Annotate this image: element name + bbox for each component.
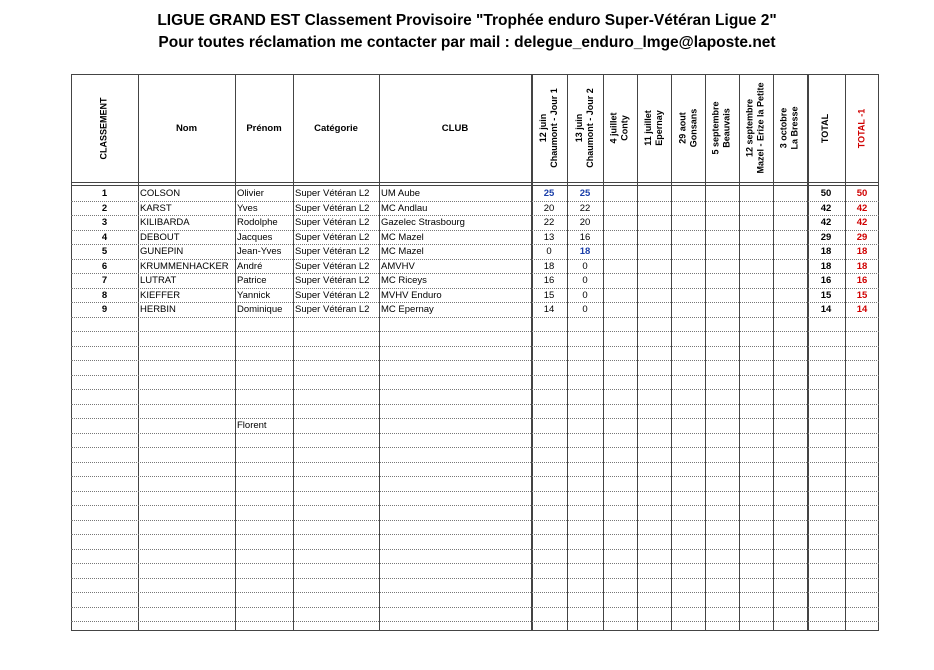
row-divider xyxy=(71,476,879,477)
column-header-nom: Nom xyxy=(175,122,198,134)
column-header-round-4-line: 11 juillet xyxy=(643,110,653,146)
row-divider xyxy=(71,346,879,347)
total-cell: 42 xyxy=(820,202,832,214)
categorie-cell: Super Vétéran L2 xyxy=(295,304,370,315)
round-2-score: 18 xyxy=(579,246,591,257)
nom-cell: HERBIN xyxy=(140,304,176,315)
total-minus-one-cell: 29 xyxy=(856,231,868,243)
club-cell: MC Andlau xyxy=(381,202,428,214)
column-header-prenom: Prénom xyxy=(246,122,282,134)
club-cell: MC Mazel xyxy=(381,231,424,243)
document-title: LIGUE GRAND EST Classement Provisoire "Trophée enduro Super-Vétéran Ligue 2" xyxy=(157,12,777,29)
column-header-round-6-label xyxy=(711,101,733,154)
column-header-round-1-label xyxy=(538,88,560,168)
column-header-round-4-line: Epernay xyxy=(654,110,664,146)
header-separator xyxy=(71,182,879,183)
column-header-round-4-label xyxy=(643,110,665,146)
club-cell: Gazelec Strasbourg xyxy=(381,217,465,228)
categorie-cell: Super Vétéran L2 xyxy=(295,188,370,199)
column-header-round-3-line: 4 juillet xyxy=(608,112,619,144)
total-cell: 50 xyxy=(820,188,832,199)
round-2-score: 0 xyxy=(582,275,588,286)
column-header-club: CLUB xyxy=(441,122,469,134)
round-1-score: 16 xyxy=(543,275,555,286)
total-cell: 16 xyxy=(820,275,832,286)
column-header-round-7-label xyxy=(745,82,767,173)
categorie-cell: Super Vétéran L2 xyxy=(295,217,370,228)
row-divider xyxy=(71,375,879,376)
column-header-round-2-line: Chaumont - Jour 2 xyxy=(585,88,596,168)
round-2-score: 16 xyxy=(579,231,591,243)
row-divider xyxy=(71,621,879,622)
column-header-round-4 xyxy=(637,74,671,182)
club-cell: MC Epernay xyxy=(381,304,434,315)
column-header-round-3 xyxy=(603,74,637,182)
column-header-round-8-label xyxy=(779,106,801,149)
total-minus-one-cell: 42 xyxy=(856,202,868,214)
contact-line: Pour toutes réclamation me contacter par mail : delegue_enduro_lmge@laposte.net xyxy=(158,34,776,51)
prenom-cell: Jacques xyxy=(237,231,273,243)
row-divider xyxy=(71,578,879,579)
column-header-round-2-line: 13 juin xyxy=(574,113,585,143)
club-cell: UM Aube xyxy=(381,188,421,199)
column-header-round-2-label xyxy=(574,88,596,168)
column-header-round-3-line: Conty xyxy=(619,115,630,141)
nom-cell: DEBOUT xyxy=(140,231,180,243)
round-2-score: 22 xyxy=(579,202,591,214)
column-header-round-1-line: Chaumont - Jour 1 xyxy=(549,88,560,168)
round-1-score: 15 xyxy=(543,289,555,301)
club-cell: MVHV Enduro xyxy=(381,289,442,301)
categorie-cell: Super Vétéran L2 xyxy=(295,289,370,301)
row-divider xyxy=(71,549,879,550)
total-cell: 18 xyxy=(820,260,832,272)
total-minus-one-cell: 18 xyxy=(856,260,868,272)
nom-cell: KIEFFER xyxy=(140,289,181,301)
categorie-cell: Super Vétéran L2 xyxy=(295,246,370,257)
rank-cell: 1 xyxy=(101,188,108,199)
nom-cell: KILIBARDA xyxy=(140,217,190,228)
total-cell: 42 xyxy=(820,217,832,228)
round-2-score: 20 xyxy=(579,217,591,228)
total-minus-one-cell: 50 xyxy=(856,188,868,199)
column-header-round-6 xyxy=(705,74,739,182)
prenom-cell: Rodolphe xyxy=(237,217,278,228)
round-1-score: 0 xyxy=(546,246,552,257)
rank-cell: 8 xyxy=(101,289,108,301)
column-header-round-1 xyxy=(531,74,567,182)
total-minus-one-cell: 16 xyxy=(856,275,868,286)
column-header-round-7-line: Mazel - Erize la Petite xyxy=(756,82,767,174)
categorie-cell: Super Vétéran L2 xyxy=(295,202,370,214)
round-1-score: 14 xyxy=(543,304,555,315)
rank-cell: 2 xyxy=(101,202,108,214)
rank-cell: 3 xyxy=(101,217,108,228)
categorie-cell: Super Vétéran L2 xyxy=(295,275,370,286)
nom-cell: KRUMMENHACKER xyxy=(140,260,229,272)
round-1-score: 13 xyxy=(543,231,555,243)
row-divider xyxy=(71,607,879,608)
rank-cell: 9 xyxy=(101,304,108,315)
column-header-classement xyxy=(71,74,138,182)
prenom-cell: Patrice xyxy=(237,275,267,286)
column-header-round-5-line: Gonsans xyxy=(688,108,699,148)
column-header-round-7 xyxy=(739,74,773,182)
rank-cell: 4 xyxy=(101,231,108,243)
prenom-cell: Olivier xyxy=(237,188,264,199)
round-2-score: 25 xyxy=(579,188,591,199)
row-divider xyxy=(71,404,879,405)
total-minus-one-cell: 15 xyxy=(856,289,868,301)
prenom-cell: Dominique xyxy=(237,304,283,315)
column-header-round-3-label xyxy=(609,112,631,143)
row-divider xyxy=(71,360,879,361)
column-header-round-1-line: 12 juin xyxy=(538,113,549,143)
prenom-cell: Jean-Yves xyxy=(237,246,282,257)
column-header-total xyxy=(807,74,845,182)
prenom-cell: André xyxy=(237,260,263,272)
row-divider xyxy=(71,491,879,492)
row-divider xyxy=(71,563,879,564)
column-header-round-5-line: 29 aout xyxy=(677,112,688,144)
round-2-score: 0 xyxy=(582,260,588,272)
row-divider xyxy=(71,505,879,506)
row-divider xyxy=(71,433,879,434)
column-header-total-minus-one-label xyxy=(857,108,868,148)
column-header-round-2 xyxy=(567,74,603,182)
column-header-total-minus-one xyxy=(845,74,879,182)
column-header-round-8-line: 3 octobre xyxy=(779,107,789,149)
row-divider xyxy=(71,520,879,521)
categorie-cell: Super Vétéran L2 xyxy=(295,231,370,243)
total-cell: 15 xyxy=(820,289,832,301)
column-header-classement-label xyxy=(99,97,110,159)
round-1-score: 22 xyxy=(543,217,555,228)
row-divider xyxy=(71,418,879,419)
prenom-cell: Yves xyxy=(237,202,258,214)
rank-cell: 7 xyxy=(101,275,108,286)
total-cell: 14 xyxy=(820,304,832,315)
total-minus-one-cell: 14 xyxy=(856,304,868,315)
standings-table xyxy=(71,74,879,631)
total-minus-one-cell: 42 xyxy=(856,217,868,228)
nom-cell: GUNEPIN xyxy=(140,246,184,257)
row-divider xyxy=(71,389,879,390)
column-header-total-minus-one-line: TOTAL -1 xyxy=(856,108,867,148)
rank-cell: 5 xyxy=(101,246,108,257)
rank-cell: 6 xyxy=(101,260,108,272)
club-cell: AMVHV xyxy=(381,260,415,272)
row-divider xyxy=(71,331,879,332)
prenom-cell: Yannick xyxy=(237,289,271,301)
club-cell: MC Riceys xyxy=(381,275,427,286)
total-cell: 29 xyxy=(820,231,832,243)
header-separator xyxy=(71,185,879,186)
column-header-round-6-line: 5 septembre xyxy=(711,101,721,155)
nom-cell: COLSON xyxy=(140,188,181,199)
column-header-round-8 xyxy=(773,74,807,182)
round-1-score: 18 xyxy=(543,260,555,272)
column-header-round-8-line: La Bresse xyxy=(790,106,800,150)
column-header-categorie: Catégorie xyxy=(314,122,358,134)
nom-cell: KARST xyxy=(140,202,172,214)
round-1-score: 25 xyxy=(543,188,555,199)
row-divider xyxy=(71,462,879,463)
column-header-total-line: TOTAL xyxy=(820,113,831,143)
column-header-classement-line: CLASSEMENT xyxy=(98,96,109,160)
column-header-round-5 xyxy=(671,74,705,182)
round-2-score: 0 xyxy=(582,304,588,315)
nom-cell: LUTRAT xyxy=(140,275,177,286)
club-cell: MC Mazel xyxy=(381,246,424,257)
stray-prenom-cell: Florent xyxy=(237,420,267,431)
categorie-cell: Super Vétéran L2 xyxy=(295,260,370,272)
column-header-round-6-line: Beauvais xyxy=(722,108,732,148)
total-minus-one-cell: 18 xyxy=(856,246,868,257)
column-header-total-label xyxy=(820,113,831,142)
round-1-score: 20 xyxy=(543,202,555,214)
column-header-round-7-line: 12 septembre xyxy=(745,98,756,158)
row-divider xyxy=(71,592,879,593)
row-divider xyxy=(71,534,879,535)
round-2-score: 0 xyxy=(582,289,588,301)
row-divider xyxy=(71,447,879,448)
total-cell: 18 xyxy=(820,246,832,257)
column-header-round-5-label xyxy=(677,109,699,148)
